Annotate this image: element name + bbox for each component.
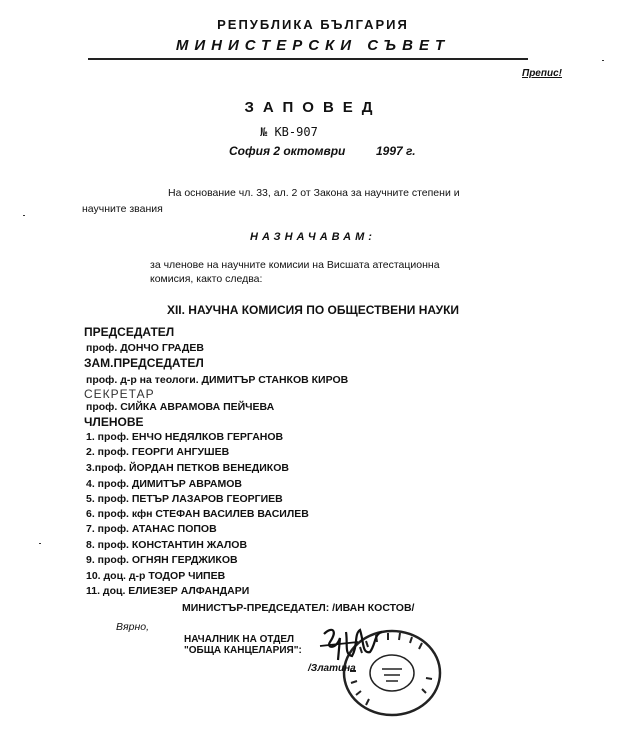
header-rule <box>88 58 528 60</box>
handwritten-signature-icon <box>318 624 388 668</box>
secretary-name: проф. СИЙКА АВРАМОВА ПЕЙЧЕВА <box>86 401 275 413</box>
member-item: 8. проф. КОНСТАНТИН ЖАЛОВ <box>86 539 248 551</box>
purpose-line-2: комисия, както следва: <box>150 273 263 285</box>
purpose-line-1: за членове на научните комисии на Висшата атестационна <box>150 259 440 271</box>
member-item: 9. проф. ОГНЯН ГЕРДЖИКОВ <box>86 554 238 566</box>
preamble-line-2: научните звания <box>82 203 163 215</box>
true-copy-note: Вярно, <box>116 621 149 633</box>
member-item: 4. проф. ДИМИТЪР АВРАМОВ <box>86 478 242 490</box>
member-item: 2. проф. ГЕОРГИ АНГУШЕВ <box>86 446 230 458</box>
chair-label: ПРЕДСЕДАТЕЛ <box>84 325 175 339</box>
deputy-label: ЗАМ.ПРЕДСЕДАТЕЛ <box>84 356 204 370</box>
order-year: 1997 г. <box>376 144 416 158</box>
minister-signature-line: МИНИСТЪР-ПРЕДСЕДАТЕЛ: /ИВАН КОСТОВ/ <box>182 602 415 614</box>
scan-speck <box>39 543 41 544</box>
member-item: 11. доц. ЕЛИЕЗЕР АЛФАНДАРИ <box>86 585 250 597</box>
order-date: София 2 октомври <box>229 144 346 158</box>
scan-speck <box>602 60 604 61</box>
scan-speck <box>23 215 25 216</box>
member-item: 1. проф. ЕНЧО НЕДЯЛКОВ ГЕРГАНОВ <box>86 431 284 443</box>
member-item: 10. доц. д-р ТОДОР ЧИПЕВ <box>86 570 226 582</box>
header-council: МИНИСТЕРСКИ СЪВЕТ <box>175 37 451 54</box>
member-item: 7. проф. АТАНАС ПОПОВ <box>86 523 217 535</box>
dept-head-line-2: "ОБЩА КАНЦЕЛАРИЯ": <box>184 645 302 656</box>
preamble-line-1: На основание чл. 33, ал. 2 от Закона за научните степени и <box>168 187 460 199</box>
dept-head-line-1: НАЧАЛНИК НА ОТДЕЛ <box>184 634 295 645</box>
secretary-label: СЕКРЕТАР <box>84 387 155 401</box>
member-item: 5. проф. ПЕТЪР ЛАЗАРОВ ГЕОРГИЕВ <box>86 493 283 505</box>
member-item: 3.проф. ЙОРДАН ПЕТКОВ ВЕНЕДИКОВ <box>86 462 289 474</box>
order-title: ЗАПОВЕД <box>244 99 382 116</box>
members-label: ЧЛЕНОВЕ <box>84 415 144 429</box>
commission-title: XII. НАУЧНА КОМИСИЯ ПО ОБЩЕСТВЕНИ НАУКИ <box>166 303 460 317</box>
copy-tag: Препис! <box>522 68 562 79</box>
member-item: 6. проф. кфн СТЕФАН ВАСИЛЕВ ВАСИЛЕВ <box>86 508 309 520</box>
chair-name: проф. ДОНЧО ГРАДЕВ <box>86 342 204 354</box>
header-republic: РЕПУБЛИКА БЪЛГАРИЯ <box>217 17 409 32</box>
order-number: № КВ-907 <box>260 125 318 139</box>
deputy-name: проф. д-р на теологи. ДИМИТЪР СТАНКОВ КИРОВ <box>86 374 349 386</box>
appoint-heading: НАЗНАЧАВАМ: <box>250 231 376 243</box>
official-name-partial: /Златина <box>308 663 356 674</box>
